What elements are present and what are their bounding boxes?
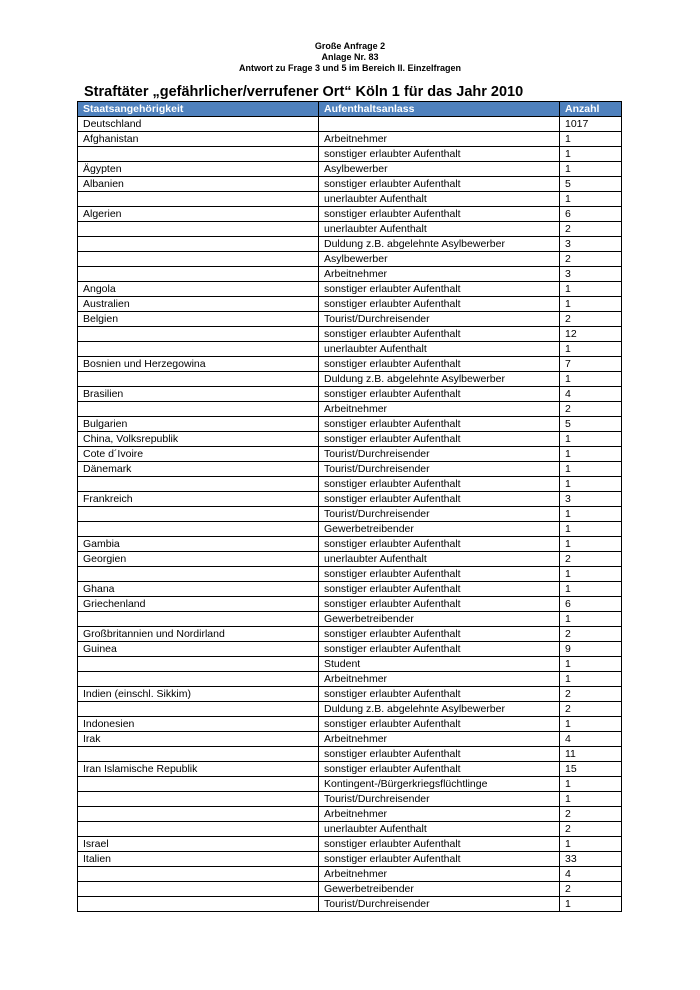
cell-reason: sonstiger erlaubter Aufenthalt bbox=[319, 417, 560, 432]
cell-count: 1 bbox=[560, 342, 622, 357]
cell-nationality: Italien bbox=[78, 852, 319, 867]
cell-reason: Tourist/Durchreisender bbox=[319, 897, 560, 912]
cell-nationality: Dänemark bbox=[78, 462, 319, 477]
cell-count: 2 bbox=[560, 702, 622, 717]
cell-reason: sonstiger erlaubter Aufenthalt bbox=[319, 207, 560, 222]
cell-nationality bbox=[78, 897, 319, 912]
cell-reason: sonstiger erlaubter Aufenthalt bbox=[319, 282, 560, 297]
cell-nationality bbox=[78, 237, 319, 252]
cell-reason: sonstiger erlaubter Aufenthalt bbox=[319, 432, 560, 447]
cell-count: 1 bbox=[560, 297, 622, 312]
table-row bbox=[78, 327, 622, 342]
table-row bbox=[78, 177, 622, 192]
cell-nationality bbox=[78, 867, 319, 882]
cell-nationality bbox=[78, 822, 319, 837]
cell-count: 1 bbox=[560, 537, 622, 552]
cell-reason: sonstiger erlaubter Aufenthalt bbox=[319, 627, 560, 642]
table-row bbox=[78, 522, 622, 537]
table-row bbox=[78, 837, 622, 852]
cell-count: 2 bbox=[560, 252, 622, 267]
cell-count: 1017 bbox=[560, 117, 622, 132]
cell-count: 2 bbox=[560, 807, 622, 822]
table-row bbox=[78, 822, 622, 837]
cell-reason: Asylbewerber bbox=[319, 162, 560, 177]
cell-nationality bbox=[78, 882, 319, 897]
cell-reason: Duldung z.B. abgelehnte Asylbewerber bbox=[319, 372, 560, 387]
cell-reason bbox=[319, 117, 560, 132]
table-row bbox=[78, 222, 622, 237]
cell-reason: sonstiger erlaubter Aufenthalt bbox=[319, 567, 560, 582]
cell-count: 9 bbox=[560, 642, 622, 657]
cell-nationality bbox=[78, 267, 319, 282]
cell-nationality: Iran Islamische Republik bbox=[78, 762, 319, 777]
table-row bbox=[78, 657, 622, 672]
cell-count: 1 bbox=[560, 282, 622, 297]
cell-nationality: Algerien bbox=[78, 207, 319, 222]
table-row bbox=[78, 462, 622, 477]
cell-reason: sonstiger erlaubter Aufenthalt bbox=[319, 492, 560, 507]
cell-reason: sonstiger erlaubter Aufenthalt bbox=[319, 762, 560, 777]
table-row bbox=[78, 792, 622, 807]
cell-reason: sonstiger erlaubter Aufenthalt bbox=[319, 477, 560, 492]
table-row bbox=[78, 642, 622, 657]
cell-reason: sonstiger erlaubter Aufenthalt bbox=[319, 582, 560, 597]
cell-nationality: Großbritannien und Nordirland bbox=[78, 627, 319, 642]
cell-count: 2 bbox=[560, 402, 622, 417]
cell-nationality: Belgien bbox=[78, 312, 319, 327]
cell-count: 2 bbox=[560, 222, 622, 237]
cell-reason: Tourist/Durchreisender bbox=[319, 462, 560, 477]
cell-nationality: Albanien bbox=[78, 177, 319, 192]
cell-reason: sonstiger erlaubter Aufenthalt bbox=[319, 327, 560, 342]
table-row bbox=[78, 762, 622, 777]
cell-reason: Arbeitnehmer bbox=[319, 672, 560, 687]
cell-nationality bbox=[78, 792, 319, 807]
table-row bbox=[78, 477, 622, 492]
cell-reason: Tourist/Durchreisender bbox=[319, 312, 560, 327]
table-row bbox=[78, 252, 622, 267]
column-header-count: Anzahl bbox=[560, 102, 622, 117]
table-row bbox=[78, 402, 622, 417]
cell-nationality bbox=[78, 567, 319, 582]
table-row bbox=[78, 357, 622, 372]
cell-reason: sonstiger erlaubter Aufenthalt bbox=[319, 837, 560, 852]
cell-nationality: Georgien bbox=[78, 552, 319, 567]
cell-reason: sonstiger erlaubter Aufenthalt bbox=[319, 747, 560, 762]
cell-nationality bbox=[78, 522, 319, 537]
cell-count: 1 bbox=[560, 477, 622, 492]
cell-reason: unerlaubter Aufenthalt bbox=[319, 192, 560, 207]
cell-reason: Arbeitnehmer bbox=[319, 402, 560, 417]
cell-reason: unerlaubter Aufenthalt bbox=[319, 822, 560, 837]
cell-count: 1 bbox=[560, 522, 622, 537]
cell-count: 1 bbox=[560, 897, 622, 912]
table-row bbox=[78, 687, 622, 702]
table-row bbox=[78, 867, 622, 882]
cell-count: 1 bbox=[560, 132, 622, 147]
cell-nationality: Ghana bbox=[78, 582, 319, 597]
cell-count: 1 bbox=[560, 447, 622, 462]
table-row bbox=[78, 282, 622, 297]
cell-nationality: Indien (einschl. Sikkim) bbox=[78, 687, 319, 702]
table-body bbox=[78, 117, 622, 912]
table-row bbox=[78, 807, 622, 822]
cell-reason: Asylbewerber bbox=[319, 252, 560, 267]
cell-reason: sonstiger erlaubter Aufenthalt bbox=[319, 717, 560, 732]
cell-nationality: Bosnien und Herzegowina bbox=[78, 357, 319, 372]
cell-nationality: China, Volksrepublik bbox=[78, 432, 319, 447]
cell-nationality bbox=[78, 327, 319, 342]
cell-count: 2 bbox=[560, 822, 622, 837]
cell-count: 33 bbox=[560, 852, 622, 867]
table-row bbox=[78, 117, 622, 132]
table-row bbox=[78, 852, 622, 867]
table-row bbox=[78, 432, 622, 447]
cell-nationality bbox=[78, 657, 319, 672]
offender-table bbox=[77, 101, 622, 912]
cell-nationality: Indonesien bbox=[78, 717, 319, 732]
cell-nationality bbox=[78, 252, 319, 267]
cell-count: 4 bbox=[560, 732, 622, 747]
cell-nationality bbox=[78, 477, 319, 492]
cell-count: 1 bbox=[560, 717, 622, 732]
table-row bbox=[78, 567, 622, 582]
table-row bbox=[78, 627, 622, 642]
cell-nationality bbox=[78, 222, 319, 237]
table-row bbox=[78, 732, 622, 747]
cell-count: 1 bbox=[560, 432, 622, 447]
table-row bbox=[78, 582, 622, 597]
table-row bbox=[78, 162, 622, 177]
cell-reason: Gewerbetreibender bbox=[319, 522, 560, 537]
document-header bbox=[0, 41, 700, 74]
cell-count: 1 bbox=[560, 672, 622, 687]
cell-reason: Arbeitnehmer bbox=[319, 867, 560, 882]
cell-reason: Tourist/Durchreisender bbox=[319, 447, 560, 462]
cell-nationality: Cote d´Ivoire bbox=[78, 447, 319, 462]
cell-reason: sonstiger erlaubter Aufenthalt bbox=[319, 687, 560, 702]
cell-nationality: Angola bbox=[78, 282, 319, 297]
table-row bbox=[78, 492, 622, 507]
cell-count: 11 bbox=[560, 747, 622, 762]
table-row bbox=[78, 882, 622, 897]
cell-count: 4 bbox=[560, 387, 622, 402]
cell-reason: Arbeitnehmer bbox=[319, 267, 560, 282]
table-row bbox=[78, 192, 622, 207]
cell-count: 6 bbox=[560, 207, 622, 222]
cell-reason: Arbeitnehmer bbox=[319, 807, 560, 822]
cell-count: 1 bbox=[560, 372, 622, 387]
cell-reason: sonstiger erlaubter Aufenthalt bbox=[319, 852, 560, 867]
cell-reason: Gewerbetreibender bbox=[319, 882, 560, 897]
cell-count: 3 bbox=[560, 267, 622, 282]
cell-nationality: Gambia bbox=[78, 537, 319, 552]
table-row bbox=[78, 267, 622, 282]
cell-nationality bbox=[78, 192, 319, 207]
cell-nationality bbox=[78, 807, 319, 822]
cell-nationality: Ägypten bbox=[78, 162, 319, 177]
table-row bbox=[78, 297, 622, 312]
cell-reason: Duldung z.B. abgelehnte Asylbewerber bbox=[319, 237, 560, 252]
cell-nationality bbox=[78, 702, 319, 717]
cell-nationality: Israel bbox=[78, 837, 319, 852]
table-row bbox=[78, 672, 622, 687]
cell-count: 7 bbox=[560, 357, 622, 372]
cell-nationality bbox=[78, 777, 319, 792]
cell-count: 1 bbox=[560, 837, 622, 852]
table-row bbox=[78, 537, 622, 552]
table-row bbox=[78, 897, 622, 912]
cell-reason: Duldung z.B. abgelehnte Asylbewerber bbox=[319, 702, 560, 717]
cell-nationality: Australien bbox=[78, 297, 319, 312]
cell-nationality: Frankreich bbox=[78, 492, 319, 507]
cell-count: 1 bbox=[560, 792, 622, 807]
cell-count: 2 bbox=[560, 312, 622, 327]
table-row bbox=[78, 387, 622, 402]
column-header-reason: Aufenthaltsanlass bbox=[319, 102, 560, 117]
table-row bbox=[78, 507, 622, 522]
table-header-row bbox=[78, 102, 622, 117]
cell-count: 1 bbox=[560, 567, 622, 582]
cell-nationality bbox=[78, 342, 319, 357]
cell-nationality bbox=[78, 507, 319, 522]
cell-reason: sonstiger erlaubter Aufenthalt bbox=[319, 177, 560, 192]
table-row bbox=[78, 777, 622, 792]
cell-nationality bbox=[78, 402, 319, 417]
cell-count: 1 bbox=[560, 777, 622, 792]
cell-reason: sonstiger erlaubter Aufenthalt bbox=[319, 357, 560, 372]
table-row bbox=[78, 372, 622, 387]
table-row bbox=[78, 612, 622, 627]
cell-count: 1 bbox=[560, 147, 622, 162]
cell-reason: Gewerbetreibender bbox=[319, 612, 560, 627]
cell-count: 1 bbox=[560, 462, 622, 477]
cell-reason: sonstiger erlaubter Aufenthalt bbox=[319, 642, 560, 657]
column-header-nationality: Staatsangehörigkeit bbox=[78, 102, 319, 117]
cell-count: 5 bbox=[560, 417, 622, 432]
cell-count: 2 bbox=[560, 627, 622, 642]
cell-count: 15 bbox=[560, 762, 622, 777]
cell-count: 1 bbox=[560, 582, 622, 597]
table-row bbox=[78, 237, 622, 252]
cell-nationality: Bulgarien bbox=[78, 417, 319, 432]
cell-nationality: Guinea bbox=[78, 642, 319, 657]
cell-reason: sonstiger erlaubter Aufenthalt bbox=[319, 147, 560, 162]
cell-reason: Arbeitnehmer bbox=[319, 732, 560, 747]
table-row bbox=[78, 747, 622, 762]
cell-count: 2 bbox=[560, 882, 622, 897]
cell-reason: Kontingent-/Bürgerkriegsflüchtlinge bbox=[319, 777, 560, 792]
table-row bbox=[78, 702, 622, 717]
page-title: Straftäter „gefährlicher/verrufener Ort“ Köln 1 für das Jahr 2010 bbox=[84, 84, 524, 100]
cell-count: 5 bbox=[560, 177, 622, 192]
cell-count: 1 bbox=[560, 507, 622, 522]
cell-reason: Arbeitnehmer bbox=[319, 132, 560, 147]
table-row bbox=[78, 447, 622, 462]
table-row bbox=[78, 207, 622, 222]
cell-reason: Tourist/Durchreisender bbox=[319, 507, 560, 522]
cell-reason: sonstiger erlaubter Aufenthalt bbox=[319, 597, 560, 612]
table-row bbox=[78, 417, 622, 432]
cell-nationality: Irak bbox=[78, 732, 319, 747]
cell-reason: Tourist/Durchreisender bbox=[319, 792, 560, 807]
cell-count: 1 bbox=[560, 162, 622, 177]
cell-count: 2 bbox=[560, 552, 622, 567]
header-line-2: Anlage Nr. 83 bbox=[321, 52, 379, 62]
table-row bbox=[78, 597, 622, 612]
cell-count: 1 bbox=[560, 192, 622, 207]
cell-reason: Student bbox=[319, 657, 560, 672]
cell-count: 3 bbox=[560, 237, 622, 252]
cell-nationality: Afghanistan bbox=[78, 132, 319, 147]
cell-nationality bbox=[78, 612, 319, 627]
header-line-3: Antwort zu Frage 3 und 5 im Bereich II. Einzelfragen bbox=[238, 63, 462, 73]
table-row bbox=[78, 132, 622, 147]
table-row bbox=[78, 552, 622, 567]
cell-count: 1 bbox=[560, 612, 622, 627]
header-line-1: Große Anfrage 2 bbox=[314, 41, 386, 51]
cell-nationality: Brasilien bbox=[78, 387, 319, 402]
table-row bbox=[78, 342, 622, 357]
cell-count: 12 bbox=[560, 327, 622, 342]
cell-nationality: Griechenland bbox=[78, 597, 319, 612]
cell-nationality: Deutschland bbox=[78, 117, 319, 132]
cell-reason: sonstiger erlaubter Aufenthalt bbox=[319, 297, 560, 312]
cell-reason: sonstiger erlaubter Aufenthalt bbox=[319, 537, 560, 552]
cell-nationality bbox=[78, 147, 319, 162]
table-row bbox=[78, 717, 622, 732]
cell-reason: unerlaubter Aufenthalt bbox=[319, 552, 560, 567]
cell-nationality bbox=[78, 672, 319, 687]
cell-count: 4 bbox=[560, 867, 622, 882]
cell-nationality bbox=[78, 747, 319, 762]
cell-count: 3 bbox=[560, 492, 622, 507]
cell-reason: sonstiger erlaubter Aufenthalt bbox=[319, 387, 560, 402]
cell-reason: unerlaubter Aufenthalt bbox=[319, 222, 560, 237]
cell-nationality bbox=[78, 372, 319, 387]
table-row bbox=[78, 312, 622, 327]
cell-reason: unerlaubter Aufenthalt bbox=[319, 342, 560, 357]
table-header bbox=[78, 102, 622, 117]
cell-count: 2 bbox=[560, 687, 622, 702]
cell-count: 6 bbox=[560, 597, 622, 612]
table-row bbox=[78, 147, 622, 162]
cell-count: 1 bbox=[560, 657, 622, 672]
